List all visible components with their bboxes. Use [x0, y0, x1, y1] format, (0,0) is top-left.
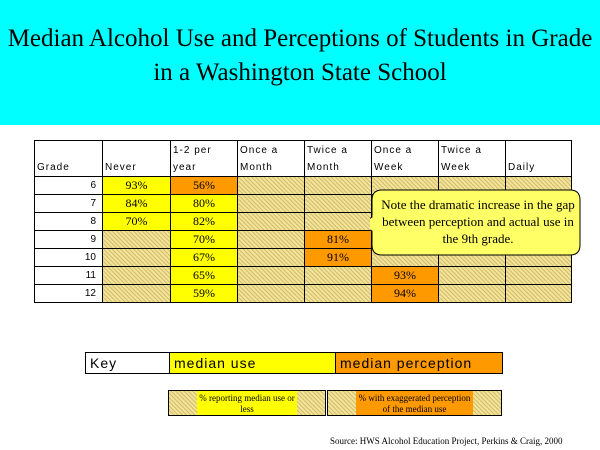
title-banner — [0, 0, 600, 125]
header-twice-month: Twice a Month — [305, 141, 372, 177]
key-bar — [85, 352, 503, 374]
never-cell: 84% — [103, 195, 171, 213]
per-year-cell: 70% — [171, 231, 238, 249]
twice-month-cell: 91% — [305, 249, 372, 267]
once-week-cell: 94% — [372, 285, 439, 303]
per-year-cell: 65% — [171, 267, 238, 285]
twice-week-cell — [439, 267, 506, 285]
once-month-cell — [238, 177, 305, 195]
twice-month-cell — [305, 213, 372, 231]
grade-cell: 9 — [35, 231, 103, 249]
grade-cell: 12 — [35, 285, 103, 303]
twice-month-cell — [305, 285, 372, 303]
legend-use-text: % reporting median use or less — [197, 391, 297, 415]
per-year-cell: 67% — [171, 249, 238, 267]
never-cell: 93% — [103, 177, 171, 195]
grade-cell: 7 — [35, 195, 103, 213]
header-once-month: Once a Month — [238, 141, 305, 177]
legend-pattern-swatch — [169, 391, 197, 415]
legend-pattern-swatch — [328, 391, 356, 415]
per-year-cell: 80% — [171, 195, 238, 213]
key-median-use: median use — [170, 353, 336, 373]
never-cell — [103, 231, 171, 249]
legend-perception-text: % with exaggerated perception of the median use — [356, 391, 473, 415]
table-row — [35, 267, 572, 285]
once-month-cell — [238, 285, 305, 303]
once-month-cell — [238, 213, 305, 231]
legend-perception — [327, 390, 502, 416]
daily-cell — [506, 285, 572, 303]
never-cell — [103, 249, 171, 267]
daily-cell — [506, 267, 572, 285]
table-header-row — [35, 141, 572, 177]
legend-use — [168, 390, 326, 416]
per-year-cell: 56% — [171, 177, 238, 195]
header-grade: Grade — [35, 141, 103, 177]
twice-month-cell — [305, 195, 372, 213]
legend-pattern-swatch — [297, 391, 325, 415]
header-per-year: 1-2 per year — [171, 141, 238, 177]
per-year-cell: 59% — [171, 285, 238, 303]
grade-cell: 11 — [35, 267, 103, 285]
per-year-cell: 82% — [171, 213, 238, 231]
once-week-cell: 93% — [372, 267, 439, 285]
header-daily: Daily — [506, 141, 572, 177]
source-citation: Source: HWS Alcohol Education Project, Perkins & Craig, 2000 — [330, 436, 563, 446]
never-cell: 70% — [103, 213, 171, 231]
page-title: Median Alcohol Use and Perceptions of Students in Grade in a Washington State School — [7, 25, 593, 86]
twice-week-cell — [439, 285, 506, 303]
never-cell — [103, 285, 171, 303]
grade-cell: 6 — [35, 177, 103, 195]
once-month-cell — [238, 267, 305, 285]
grade-cell: 8 — [35, 213, 103, 231]
once-month-cell — [238, 195, 305, 213]
twice-month-cell — [305, 177, 372, 195]
key-median-perception: median perception — [336, 353, 502, 373]
key-label: Key — [86, 353, 170, 373]
twice-month-cell: 81% — [305, 231, 372, 249]
header-twice-week: Twice a Week — [439, 141, 506, 177]
header-never: Never — [103, 141, 171, 177]
never-cell — [103, 267, 171, 285]
grade-cell: 10 — [35, 249, 103, 267]
callout-text: Note the dramatic increase in the gap between perception and actual use in the 9th grade. — [381, 197, 575, 246]
once-month-cell — [238, 231, 305, 249]
legend-pattern-swatch — [473, 391, 501, 415]
twice-month-cell — [305, 267, 372, 285]
once-month-cell — [238, 249, 305, 267]
callout-note — [370, 187, 580, 257]
header-once-week: Once a Week — [372, 141, 439, 177]
table-row — [35, 285, 572, 303]
